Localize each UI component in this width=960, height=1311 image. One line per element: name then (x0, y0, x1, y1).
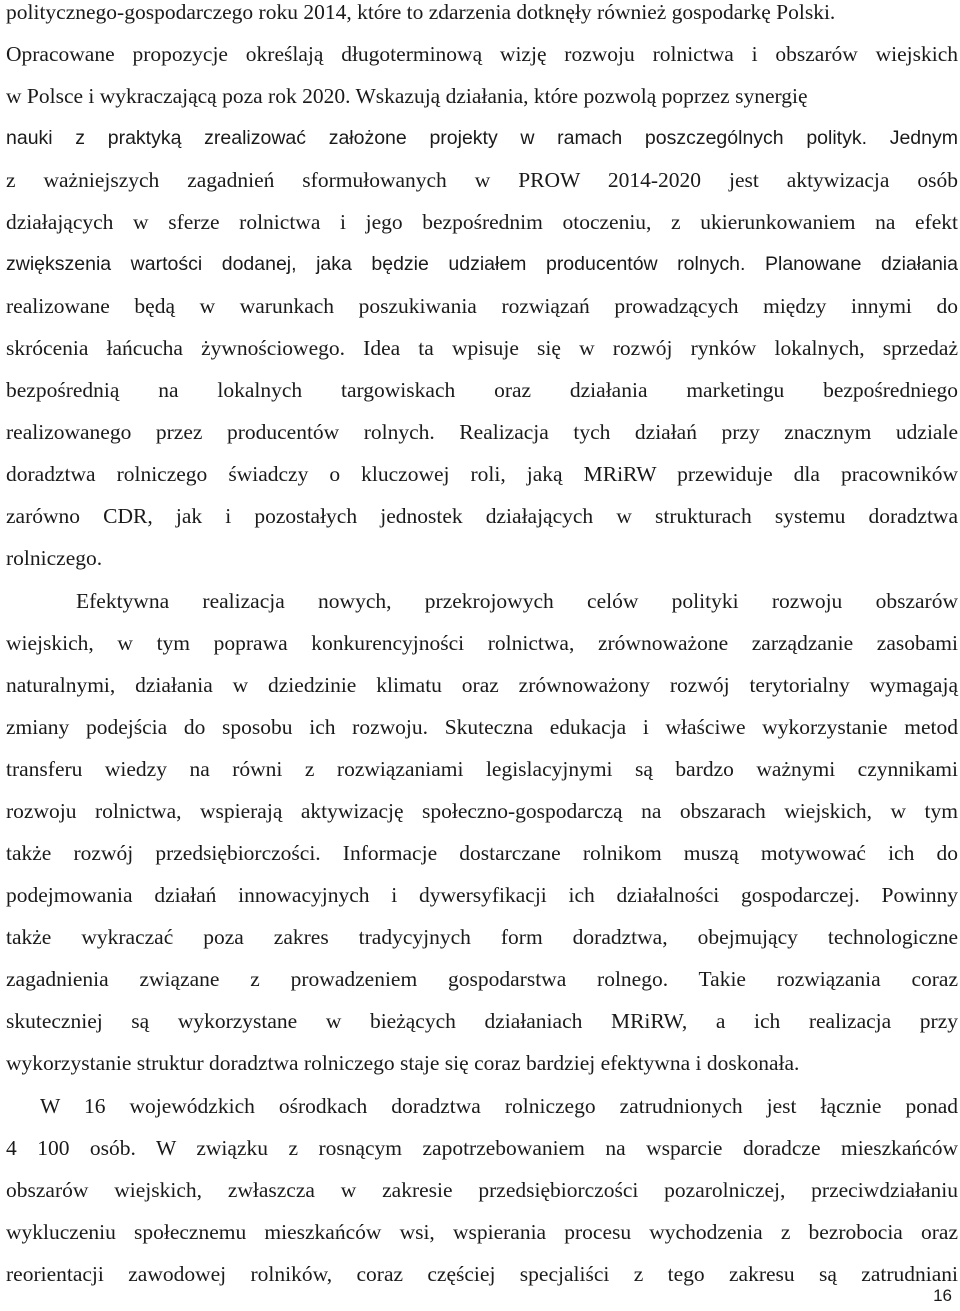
text-line: także rozwój przedsiębiorczości. Informacje dostarczane rolnikom muszą motywować ich do (6, 841, 958, 865)
text-line: 4 100 osób. W związku z rosnącym zapotrzebowaniem na wsparcie doradcze mieszkańców (6, 1136, 958, 1160)
text-line: reorientacji zawodowej rolników, coraz częściej specjaliści z tego zakresu są zatrudniani (6, 1262, 958, 1286)
text-line: rolniczego. (6, 546, 103, 570)
paragraph-first-line: W 16 wojewódzkich ośrodkach doradztwa rolniczego zatrudnionych jest łącznie ponad (40, 1094, 958, 1118)
text-line: transferu wiedzy na równi z rozwiązaniami legislacyjnymi są bardzo ważnymi czynnikami (6, 757, 958, 781)
text-line: realizowanego przez producentów rolnych. Realizacja tych działań przy znacznym udziale (6, 420, 958, 444)
text-line: z ważniejszych zagadnień sformułowanych w PROW 2014-2020 jest aktywizacja osób (6, 168, 958, 192)
text-line (6, 81, 958, 111)
text-line: podejmowania działań innowacyjnych i dywersyfikacji ich działalności gospodarczej. Powinny (6, 883, 958, 907)
text-line: Opracowane propozycje określają długoterminową wizję rozwoju rolnictwa i obszarów wiejskich (6, 42, 958, 66)
text-line: zagadnienia związane z prowadzeniem gospodarstwa rolnego. Takie rozwiązania coraz (6, 967, 958, 991)
text-line: rozwoju rolnictwa, wspierają aktywizację społeczno-gospodarczą na obszarach wiejskich, w tym (6, 799, 958, 823)
text-line: wiejskich, w tym poprawa konkurencyjności rolnictwa, zrównoważone zarządzanie zasobami (6, 631, 958, 655)
text-line: bezpośrednią na lokalnych targowiskach oraz działania marketingu bezpośredniego (6, 378, 958, 402)
text-line: działających w sferze rolnictwa i jego bezpośrednim otoczeniu, z ukierunkowaniem na efekt (6, 210, 958, 234)
text-line-segment: w Polsce i wykraczającą poza rok 2020. Wskazują działania, które pozwolą poprzez synergię (6, 84, 808, 108)
text-line: wykorzystanie struktur doradztwa rolniczego staje się coraz bardziej efektywna i doskonała. (6, 1051, 800, 1075)
text-line: realizowane będą w warunkach poszukiwania rozwiązań prowadzących między innymi do (6, 294, 958, 318)
text-line: skuteczniej są wykorzystane w bieżących działaniach MRiRW, a ich realizacja przy (6, 1009, 958, 1033)
page-number: 16 (933, 1286, 952, 1305)
text-line: politycznego-gospodarczego roku 2014, które to zdarzenia dotknęły również gospodarkę Polski. (6, 0, 836, 24)
text-line: naturalnymi, działania w dziedzinie klimatu oraz zrównoważony rozwój terytorialny wymagają (6, 673, 958, 697)
text-line: także wykraczać poza zakres tradycyjnych form doradztwa, obejmujący technologiczne (6, 925, 958, 949)
text-line: skrócenia łańcucha żywnościowego. Idea ta wpisuje się w rozwój rynków lokalnych, sprzedaż (6, 336, 958, 360)
text-line: zarówno CDR, jak i pozostałych jednostek działających w strukturach systemu doradztwa (6, 504, 958, 528)
text-line: doradztwa rolniczego świadczy o kluczowej roli, jaką MRiRW przewiduje dla pracowników (6, 462, 958, 486)
text-line: zmiany podejścia do sposobu ich rozwoju. Skuteczna edukacja i właściwe wykorzystanie metod (6, 715, 958, 739)
text-line: obszarów wiejskich, zwłaszcza w zakresie przedsiębiorczości pozarolniczej, przeciwdziałaniu (6, 1178, 958, 1202)
text-line: zwiększenia wartości dodanej, jaka będzie udziałem producentów rolnych. Planowane działania (6, 253, 958, 275)
text-line: wykluczeniu społecznemu mieszkańców wsi, wspierania procesu wychodzenia z bezrobocia oraz (6, 1220, 958, 1244)
text-line: nauki z praktyką zrealizować założone projekty w ramach poszczególnych polityk. Jednym (6, 127, 958, 149)
paragraph-first-line: Efektywna realizacja nowych, przekrojowych celów polityki rozwoju obszarów (76, 589, 958, 613)
